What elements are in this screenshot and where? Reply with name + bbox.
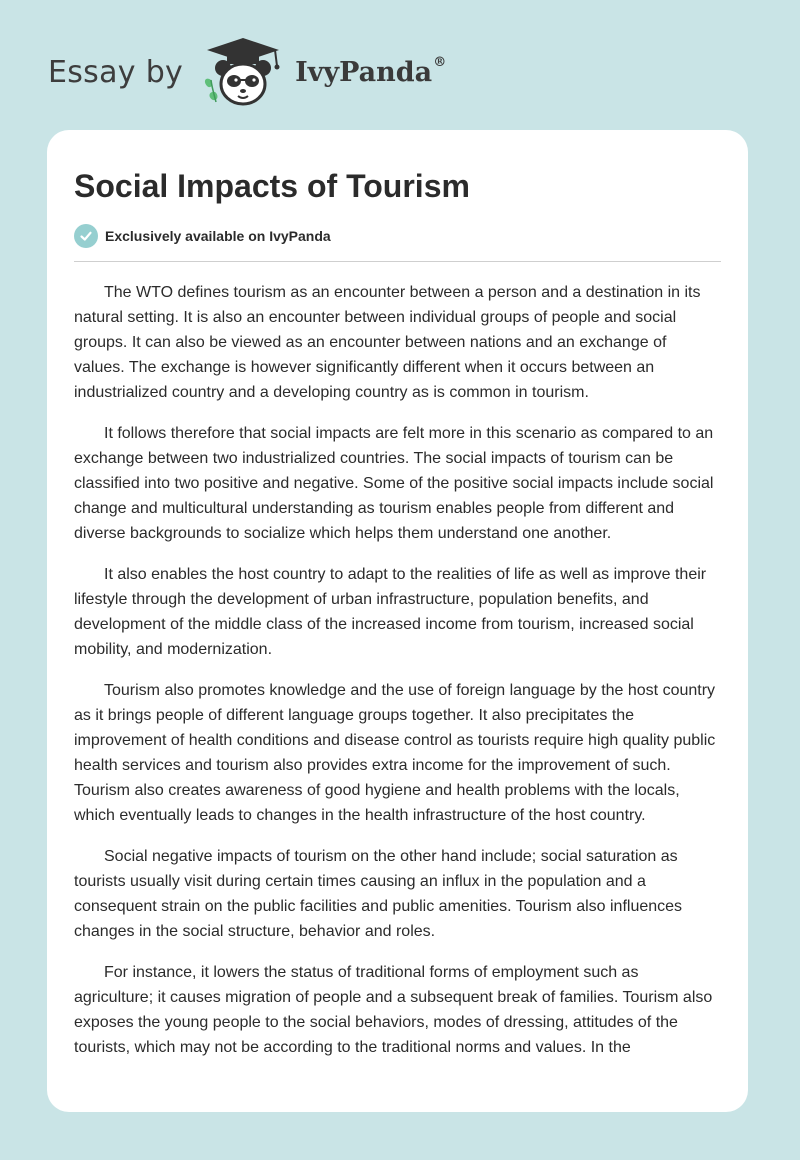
page-title: Social Impacts of Tourism xyxy=(74,168,470,204)
check-circle-icon xyxy=(74,224,98,248)
paragraph: For instance, it lowers the status of traditional forms of employment such as agriculture; it causes migration of people and a subsequent break of families. Tourism also exposes the young people to the social behaviors, modes of dressing, attitudes of the tourists, which may not be according to the traditional norms and values. In the xyxy=(74,964,713,1056)
paragraph: The WTO defines tourism as an encounter between a person and a destination in its natural setting. It is also an encounter between individual groups of people and social groups. It can also be viewed as an encounter between nations and an exchange of values. The exchange is however significantly different when it occurs between an industrialized country and a developing country as is common in tourism. xyxy=(74,284,701,401)
trademark-symbol: ® xyxy=(433,54,447,70)
essay-body xyxy=(74,280,721,1060)
paragraph: Tourism also promotes knowledge and the use of foreign language by the host country as it brings people of different language groups together. It also precipitates the improvement of health conditions and disease control as tourists require high quality public health services and tourism also provides extra income for the improvement of such. Tourism also creates awareness of good hygiene and health problems with the locals, which eventually leads to changes in the health infrastructure of the host country. xyxy=(74,682,716,824)
brand-name[interactable] xyxy=(295,54,447,88)
site-header xyxy=(48,36,446,108)
paragraph: It also enables the host country to adapt to the realities of life as well as improve their lifestyle through the development of urban infrastructure, population benefits, and development of the middle class of the increased income from tourism, increased social mobility, and modernization. xyxy=(74,566,707,658)
divider xyxy=(74,261,721,262)
badge-label: Exclusively available on IvyPanda xyxy=(105,228,331,244)
essay-by-label: Essay by xyxy=(48,54,184,90)
brand-label: IvyPanda xyxy=(295,56,433,88)
paragraph: Social negative impacts of tourism on the other hand include; social saturation as tourists usually visit during certain times causing an influx in the population and a consequent strain on the public facilities and public amenities. Tourism also influences changes in the social structure, behavior and roles. xyxy=(74,848,683,940)
panda-logo-icon[interactable] xyxy=(197,36,289,108)
exclusive-badge xyxy=(74,223,721,249)
essay-card xyxy=(47,130,748,1112)
paragraph: It follows therefore that social impacts are felt more in this scenario as compared to an exchange between two industrialized countries. The social impacts of tourism can be classified into two positive and negative. Some of the positive social impacts include social change and multicultural understanding as tourism enables people from different and diverse backgrounds to socialize which helps them understand one another. xyxy=(74,425,714,542)
ivy-leaf-icon xyxy=(205,79,218,102)
